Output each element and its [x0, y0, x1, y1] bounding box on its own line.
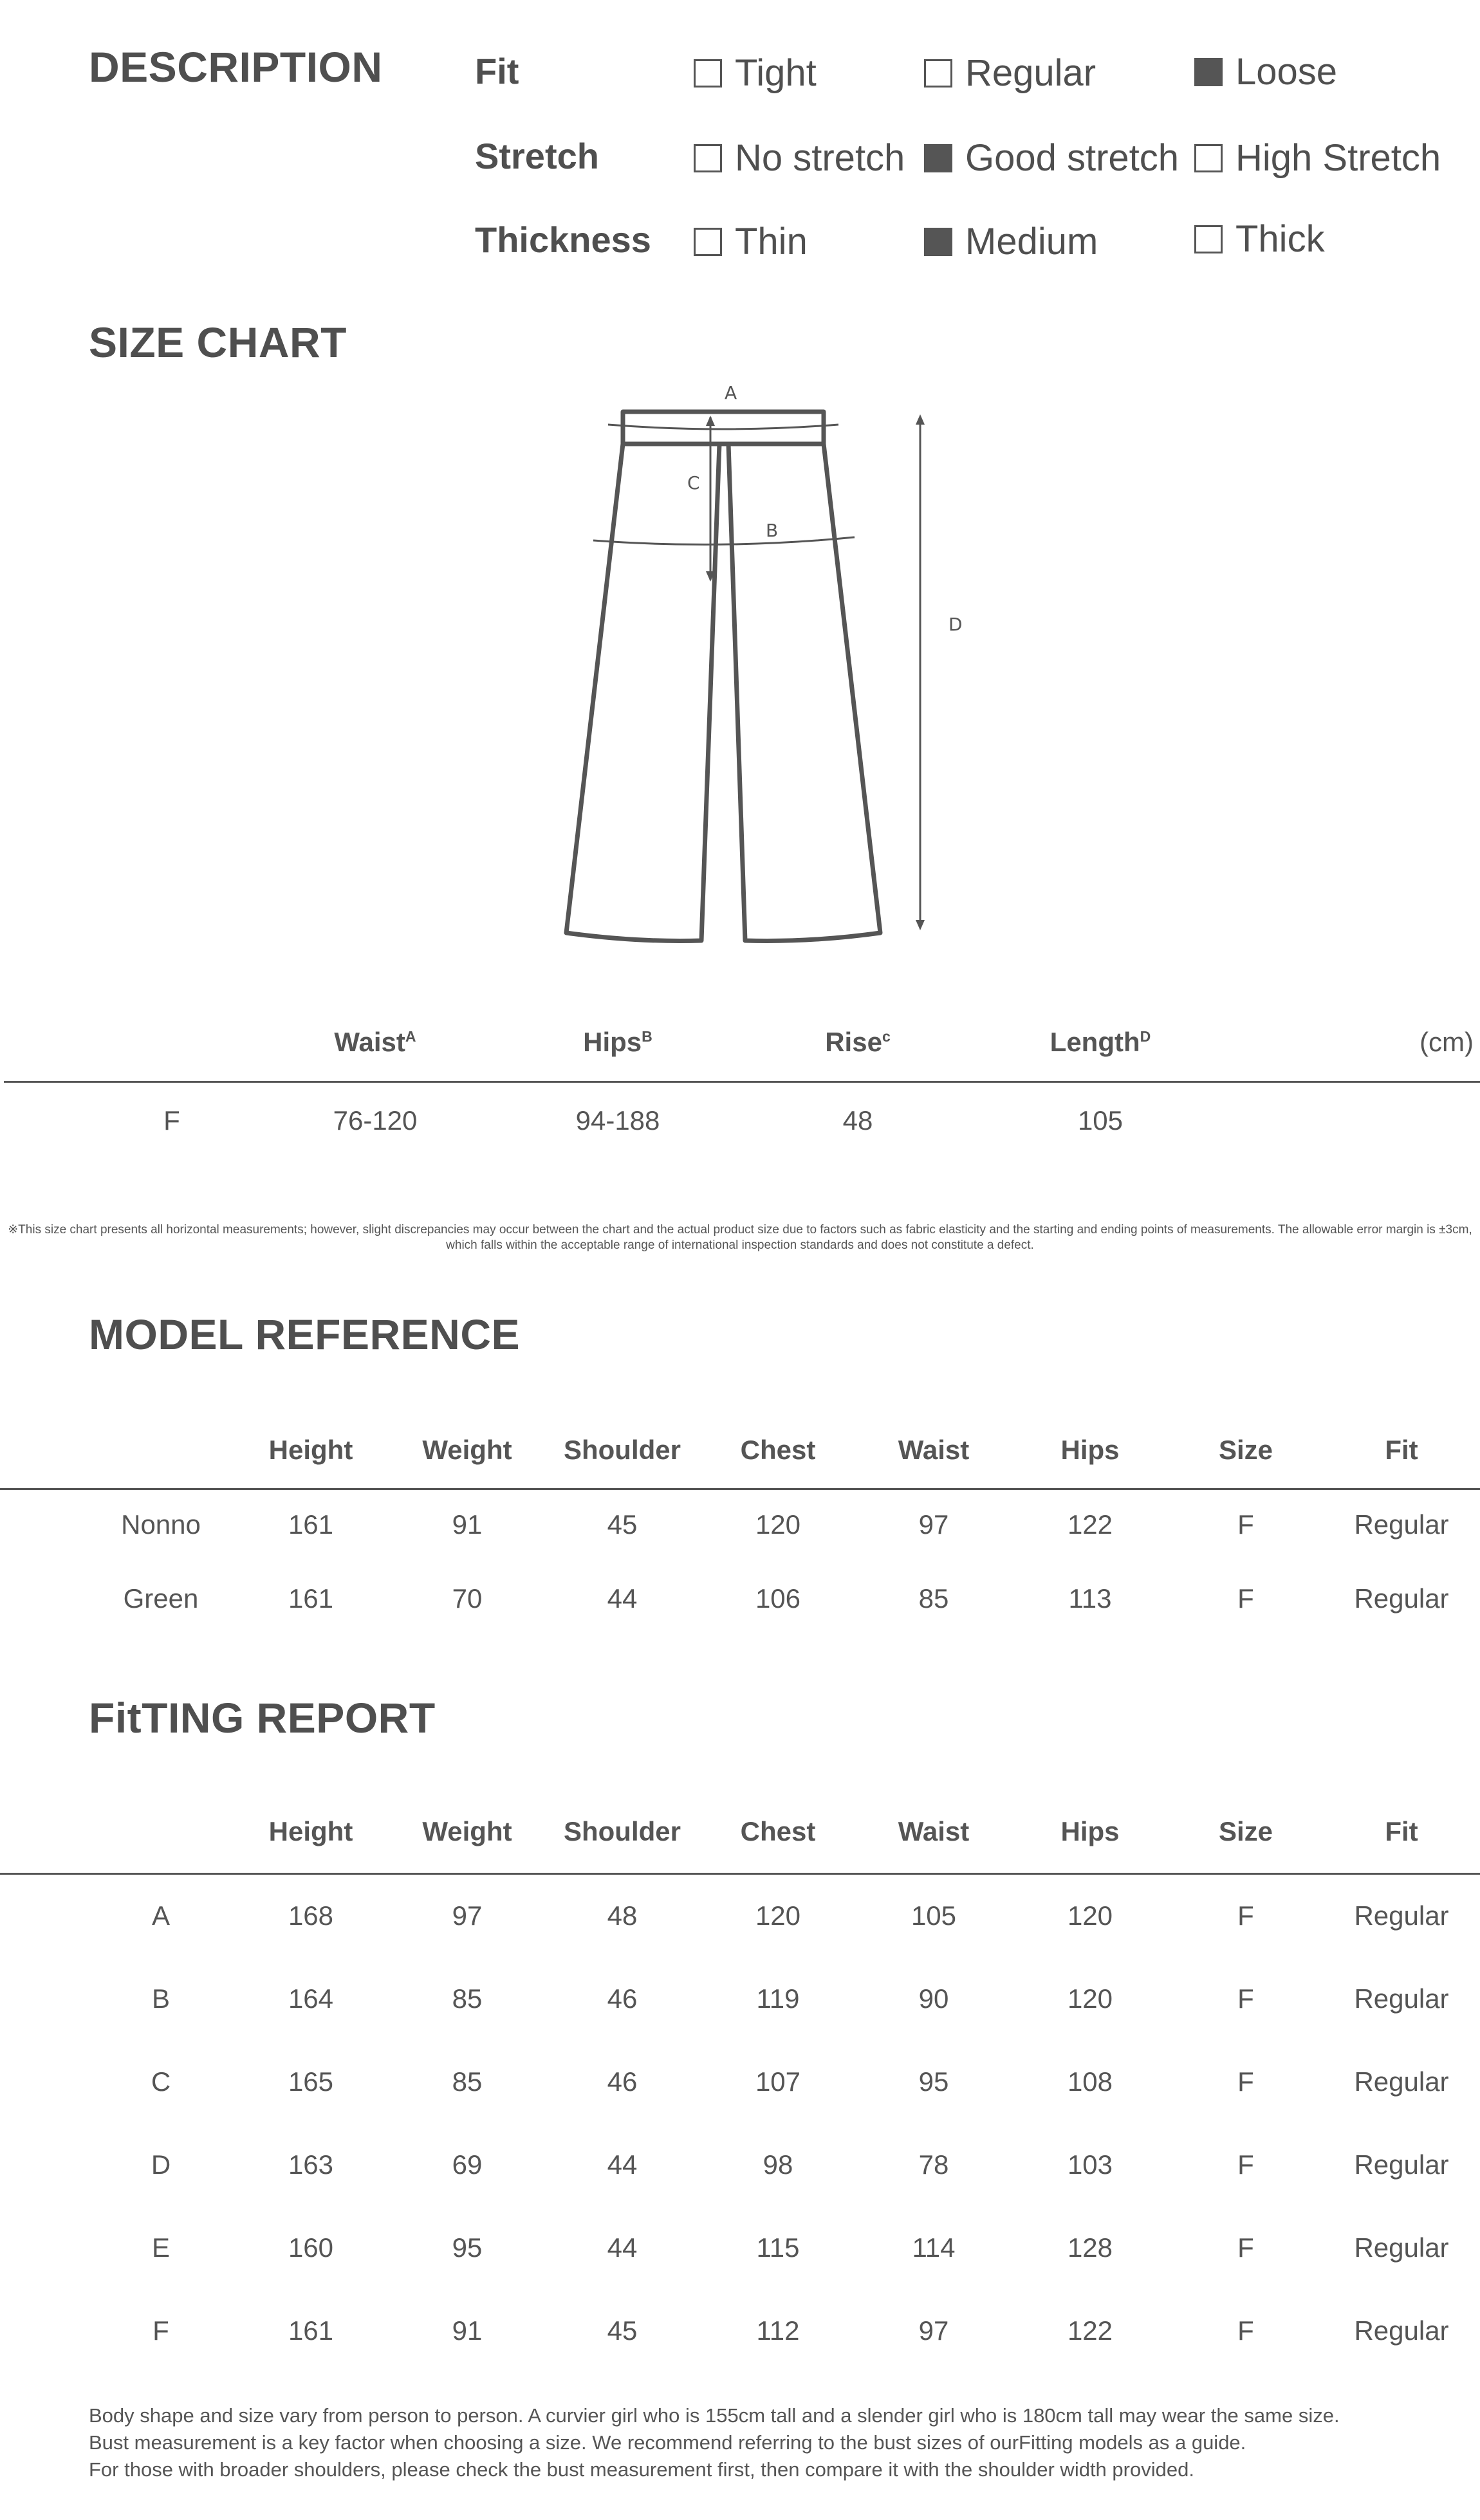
table-cell: Regular [1354, 2149, 1449, 2180]
table-cell: 122 [1067, 1509, 1113, 1540]
fit-col-size: Size [1218, 1816, 1273, 1846]
table-cell: 164 [288, 1983, 334, 2014]
thickness-option-medium: Medium [924, 220, 1098, 263]
table-cell: 91 [452, 2315, 483, 2346]
waist-cell: 76-120 [333, 1105, 418, 1136]
table-cell: 122 [1067, 2315, 1113, 2346]
table-cell: Regular [1354, 2066, 1449, 2097]
col-header-hips: Hips$^B$ [583, 1027, 652, 1057]
table-cell: 70 [452, 1583, 483, 1614]
table-cell: 45 [607, 1509, 638, 1540]
table-cell: Regular [1354, 2315, 1449, 2346]
table-cell: 85 [452, 1983, 483, 2014]
table-cell: 97 [918, 2315, 949, 2346]
pants-diagram [0, 0, 1480, 965]
size-chart-note: ※This size chart presents all horizontal measurements; however, slight discrepancies may occur between the chart and the actual product size due to factors such as fabric elasticity and the starting and ending points of measurements. The allowable error margin is ±3cm, which falls within the acceptable range of international inspection standards and does not constitute a defect. [8, 1223, 1472, 1252]
table-cell: 44 [607, 2149, 638, 2180]
stretch-option-good: Good stretch [924, 136, 1179, 179]
tester-name: B [151, 1983, 170, 2014]
table-cell: F [1237, 2232, 1254, 2263]
diagram-label-c: C [687, 472, 700, 493]
waist-measure-line [608, 425, 838, 429]
table-cell: 114 [912, 2232, 956, 2263]
tester-name: F [153, 2315, 169, 2346]
table-cell: Regular [1354, 1983, 1449, 2014]
table-cell: 160 [288, 2232, 334, 2263]
col-header-length: Length$^D$ [1050, 1027, 1151, 1057]
col-header-rise: Rise$^c$ [825, 1027, 891, 1057]
table-cell: 46 [607, 1983, 638, 2014]
table-cell: 97 [918, 1509, 949, 1540]
fit-col-fit: Fit [1385, 1816, 1418, 1846]
table-cell: 103 [1067, 2149, 1113, 2180]
diagram-label-d: D [948, 614, 963, 635]
table-cell: 69 [452, 2149, 483, 2180]
table-cell: 85 [918, 1583, 949, 1614]
col-header-waist: Waist$^A$ [334, 1027, 416, 1057]
footer-line: For those with broader shoulders, please check the bust measurement first, then compare it with the shoulder width provided. [89, 2458, 1194, 2481]
table-cell: 112 [756, 2315, 800, 2346]
table-cell: F [1237, 2066, 1254, 2097]
table-cell: Regular [1354, 1509, 1449, 1540]
tester-name: D [151, 2149, 171, 2180]
table-cell: 161 [288, 2315, 334, 2346]
table-cell: 120 [1067, 1983, 1113, 2014]
model-col-weight: Weight [422, 1435, 512, 1465]
table-cell: 113 [1068, 1583, 1112, 1614]
table-cell: 95 [452, 2232, 483, 2263]
table-cell: 97 [452, 1900, 483, 1931]
stretch-option-no: No stretch [694, 136, 905, 179]
diagram-label-b: B [766, 520, 779, 541]
table-cell: 165 [288, 2066, 334, 2097]
fit-col-hips: Hips [1060, 1816, 1120, 1846]
model-col-fit: Fit [1385, 1435, 1418, 1465]
stretch-option-high: High Stretch [1194, 136, 1441, 179]
table-cell: 161 [288, 1509, 334, 1540]
model-col-size: Size [1218, 1435, 1273, 1465]
arrowheads [706, 414, 925, 930]
table-cell: 120 [755, 1509, 801, 1540]
tester-name: A [151, 1900, 170, 1931]
diagram-label-a: A [725, 382, 737, 403]
model-name: Green [123, 1583, 199, 1614]
table-cell: 107 [755, 2066, 801, 2097]
model-col-chest: Chest [740, 1435, 816, 1465]
tester-name: E [151, 2232, 170, 2263]
table-cell: 119 [756, 1983, 800, 2014]
table-cell: 91 [452, 1509, 483, 1540]
table-cell: Regular [1354, 2232, 1449, 2263]
hips-measure-line [593, 537, 855, 544]
table-divider [0, 1873, 1480, 1875]
table-cell: 106 [755, 1583, 801, 1614]
fit-col-height: Height [268, 1816, 353, 1846]
fitting-report-heading: FitTING REPORT [89, 1694, 436, 1742]
model-col-waist: Waist [898, 1435, 970, 1465]
table-cell: 45 [607, 2315, 638, 2346]
table-cell: 44 [607, 1583, 638, 1614]
stretch-label: Stretch [475, 136, 599, 176]
table-cell: 161 [288, 1583, 334, 1614]
fit-option-loose: Loose [1194, 50, 1337, 93]
table-cell: 85 [452, 2066, 483, 2097]
fit-col-shoulder: Shoulder [563, 1816, 681, 1846]
table-cell: F [1237, 1983, 1254, 2014]
table-cell: 115 [756, 2232, 800, 2263]
fit-label: Fit [475, 51, 519, 91]
thickness-option-thick: Thick [1194, 217, 1325, 261]
table-cell: Regular [1354, 1900, 1449, 1931]
rise-cell: 48 [842, 1105, 873, 1136]
tester-name: C [151, 2066, 171, 2097]
length-cell: 105 [1077, 1105, 1124, 1136]
table-cell: 120 [1067, 1900, 1113, 1931]
table-cell: F [1237, 1509, 1254, 1540]
table-cell: 105 [911, 1900, 957, 1931]
size-chart-heading: SIZE CHART [89, 318, 347, 366]
table-cell: 168 [288, 1900, 334, 1931]
thickness-option-thin: Thin [694, 220, 808, 263]
footer-line: Body shape and size vary from person to person. A curvier girl who is 155cm tall and a slender girl who is 180cm tall may wear the same size. [89, 2404, 1340, 2427]
size-cell: F [163, 1105, 180, 1136]
table-cell: 163 [288, 2149, 334, 2180]
fit-col-waist: Waist [898, 1816, 970, 1846]
table-cell: 95 [918, 2066, 949, 2097]
table-cell: 44 [607, 2232, 638, 2263]
description-heading: DESCRIPTION [89, 43, 383, 91]
table-cell: F [1237, 1900, 1254, 1931]
model-col-hips: Hips [1060, 1435, 1120, 1465]
table-cell: F [1237, 1583, 1254, 1614]
thickness-label: Thickness [475, 219, 651, 260]
table-cell: 78 [918, 2149, 949, 2180]
table-divider [0, 1488, 1480, 1490]
table-cell: 128 [1067, 2232, 1113, 2263]
table-cell: 108 [1067, 2066, 1113, 2097]
model-col-shoulder: Shoulder [563, 1435, 681, 1465]
table-cell: F [1237, 2149, 1254, 2180]
model-reference-heading: MODEL REFERENCE [89, 1311, 521, 1358]
fit-col-chest: Chest [740, 1816, 816, 1846]
footer-notes [89, 2402, 1466, 2483]
table-cell: 120 [755, 1900, 801, 1931]
model-col-height: Height [268, 1435, 353, 1465]
fit-col-weight: Weight [422, 1816, 512, 1846]
hips-cell: 94-188 [575, 1105, 660, 1136]
fit-option-tight: Tight [694, 51, 817, 95]
pants-outline-icon [566, 412, 880, 941]
unit-label: (cm) [1420, 1027, 1474, 1057]
table-cell: F [1237, 2315, 1254, 2346]
fit-option-regular: Regular [924, 51, 1096, 95]
table-cell: Regular [1354, 1583, 1449, 1614]
model-name: Nonno [121, 1509, 201, 1540]
footer-line: Bust measurement is a key factor when choosing a size. We recommend referring to the bust sizes of ourFitting models as a guide. [89, 2431, 1246, 2454]
table-cell: 48 [607, 1900, 638, 1931]
table-cell: 90 [918, 1983, 949, 2014]
table-divider [4, 1081, 1480, 1083]
table-cell: 46 [607, 2066, 638, 2097]
table-cell: 98 [763, 2149, 793, 2180]
